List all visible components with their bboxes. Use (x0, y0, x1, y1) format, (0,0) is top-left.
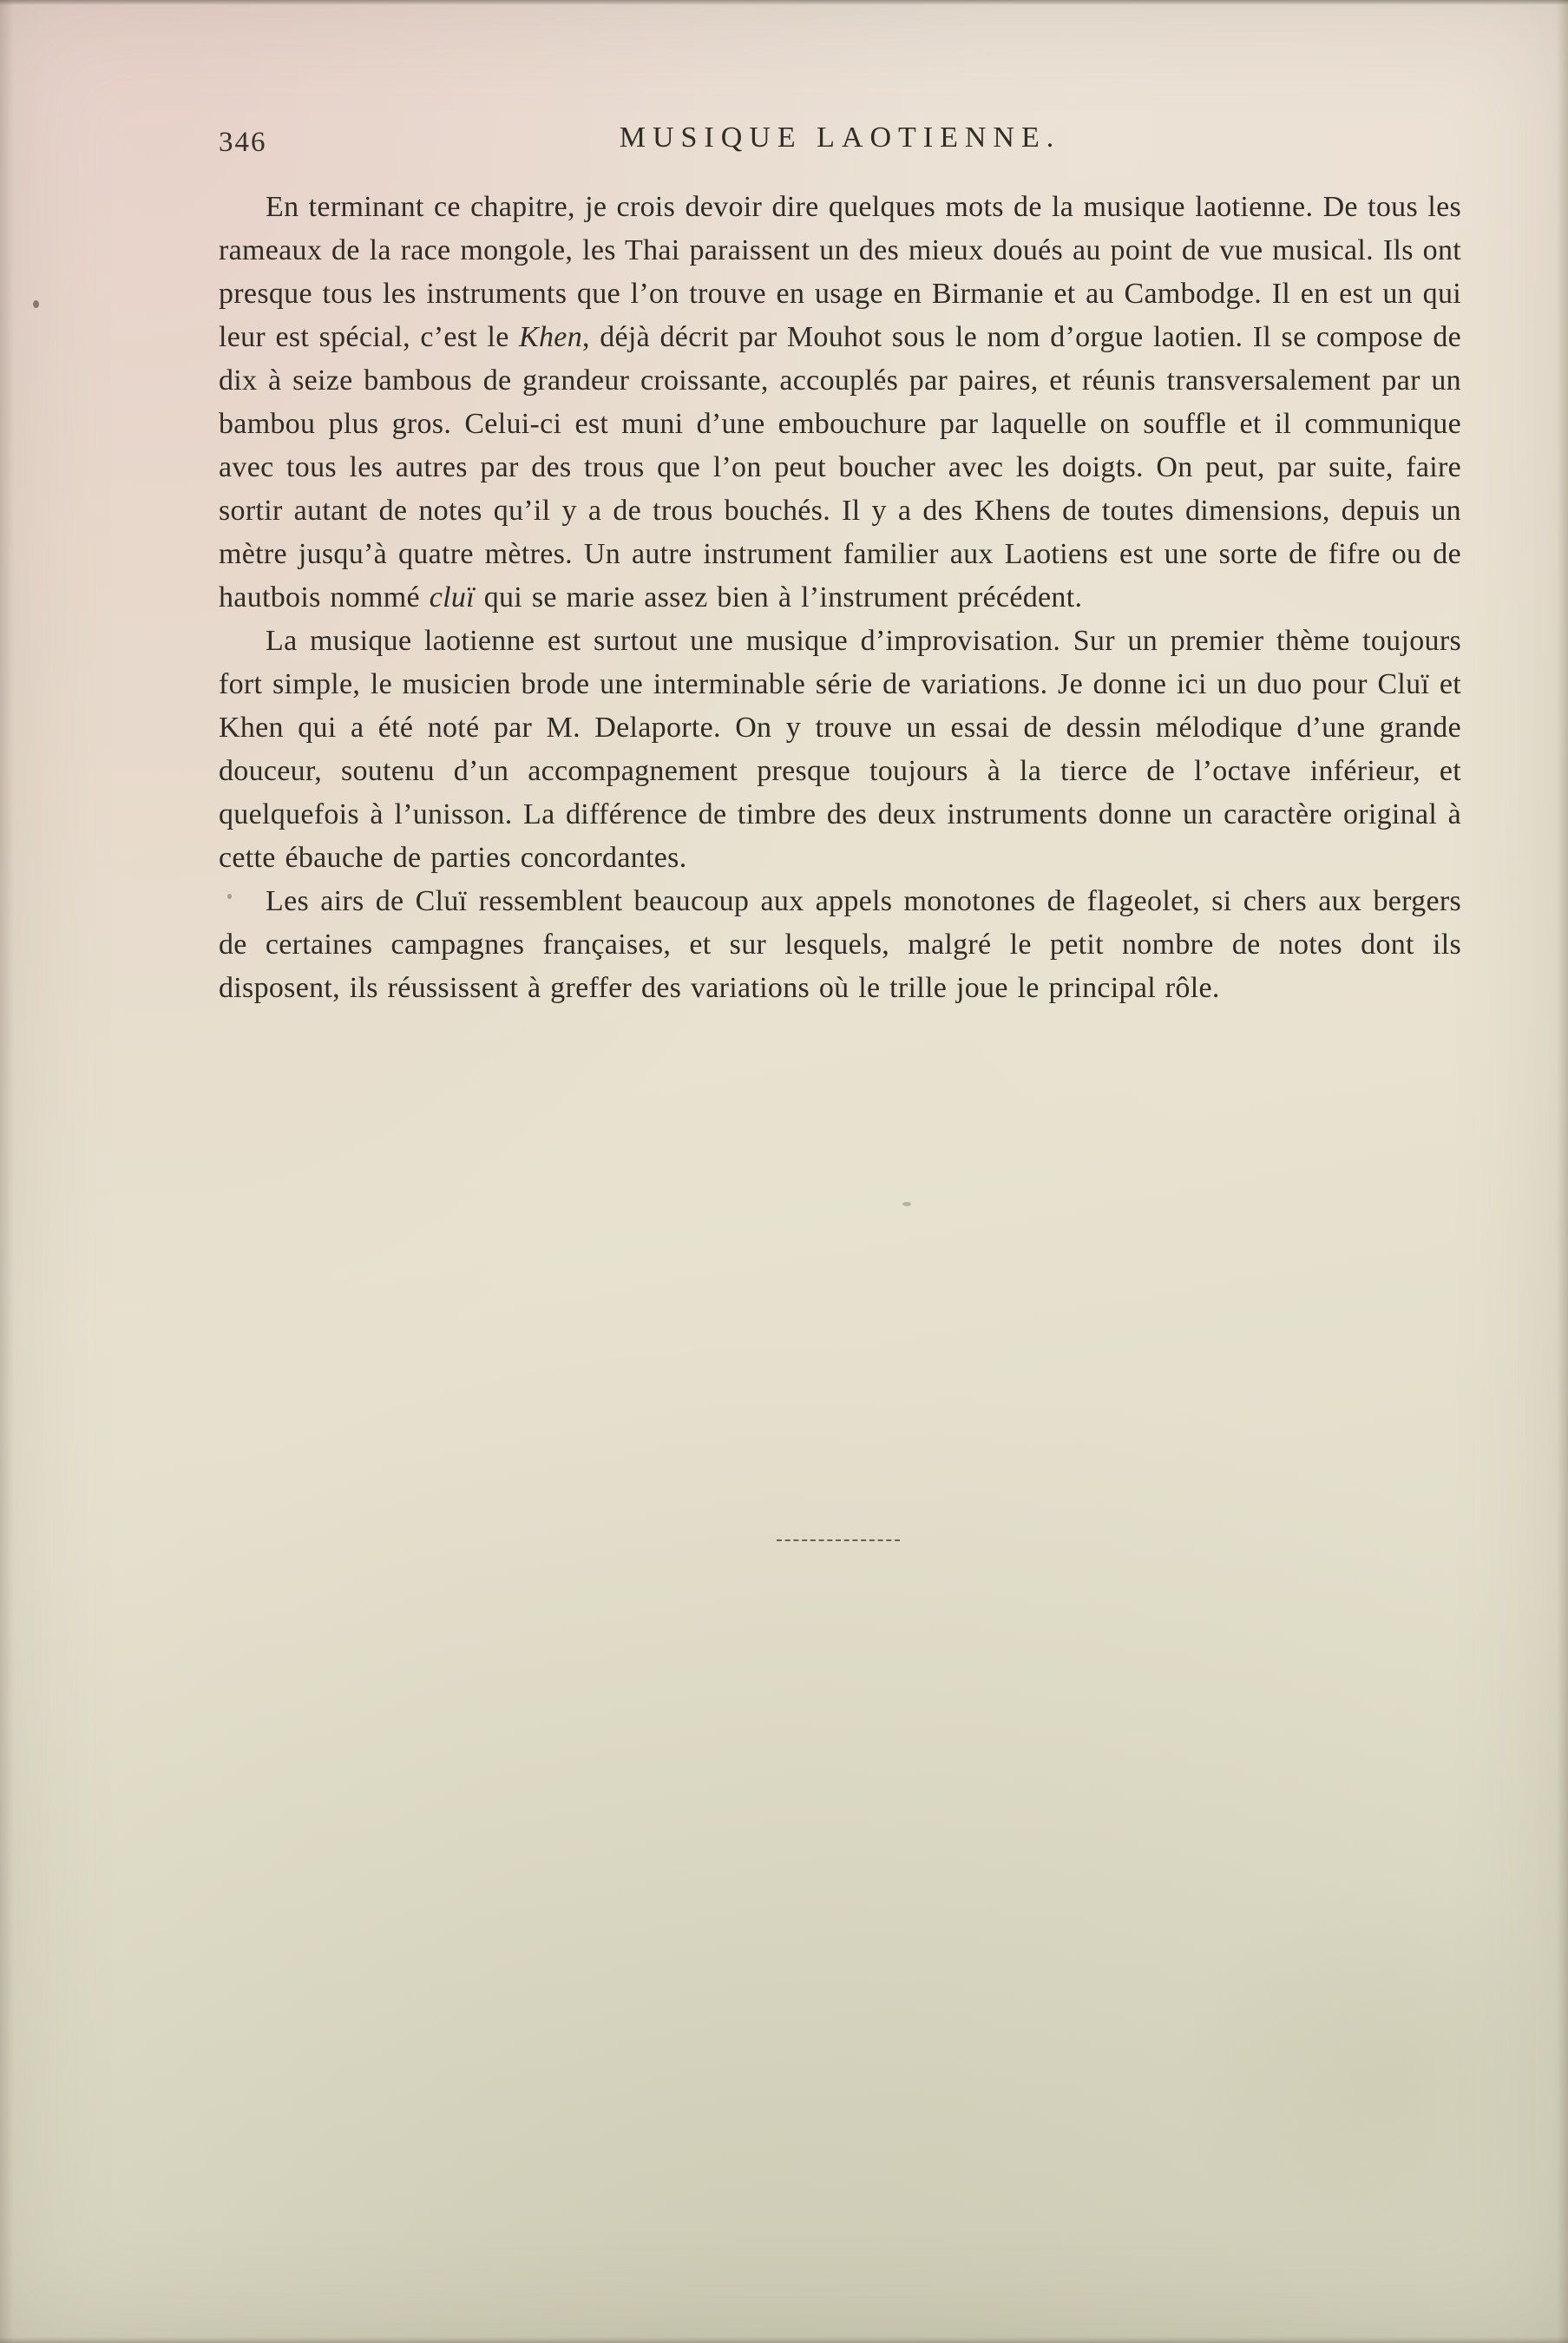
paper-speck (33, 300, 39, 308)
text-run: La musique laotienne est surtout une musique d’improvisation. Sur un premier thème toujours fort simple, le musicien brode une interminable série de variations. Je donne ici un duo pour Cluï et Khen qui a été noté par M. Delaporte. On y trouve un essai de dessin mélodique d’une grande douceur, soutenu d’un accompagnement presque toujours à la tierce de l’octave inférieur, et quelquefois à l’unisson. La différence de timbre des deux instruments donne un caractère original à cette ébauche de parties concordantes. (219, 625, 1461, 874)
text-run: En terminant ce chapitre, je crois devoir dire quelques mots de la musique laotienne. De tous les rameaux de la race mongole, les Thai paraissent un des mieux doués au point de vue musical. Ils ont presque tous les instruments que l’on trouve en usage en Birmanie et au Cambodge. Il en est un qui leur est spécial, c’est le (219, 191, 1461, 353)
italic-term: Khen (519, 321, 582, 353)
page-number: 346 (219, 127, 267, 158)
paragraph (219, 186, 1461, 620)
italic-term: cluï (429, 581, 475, 614)
paragraph (219, 880, 1461, 1010)
section-divider-rule (777, 1539, 900, 1541)
paragraph (219, 620, 1461, 880)
text-run: , déjà décrit par Mouhot sous le nom d’orgue laotien. Il se compose de dix à seize bambous de grandeur croissante, accouplés par paires, et réunis transversalement par un bambou plus gros. Celui-ci est muni d’une embouchure par laquelle on souffle et il communique avec tous les autres par des trous que l’on peut boucher avec les doigts. On peut, par suite, faire sortir autant de notes qu’il y a de trous bouchés. Il y a des Khens de toutes dimensions, depuis un mètre jusqu’à quatre mètres. Un autre instrument familier aux Laotiens est une sorte de fifre ou de hautbois nommé (219, 321, 1462, 614)
text-run: qui se marie assez bien à l’instrument précédent. (474, 581, 1083, 614)
body-text (219, 186, 1461, 1010)
page-title: MUSIQUE LAOTIENNE. (619, 121, 1061, 154)
paper-stain (1171, 1866, 1536, 2282)
paper-speck (902, 1202, 911, 1206)
page-header (219, 121, 1461, 167)
text-run: Les airs de Cluï ressemblent beaucoup aux appels monotones de flageolet, si chers aux bergers de certaines campagnes françaises, et sur lesquels, malgré le petit nombre de notes dont ils disposent, ils réussissent à greffer des variations où le trille joue le principal rôle. (219, 885, 1461, 1004)
